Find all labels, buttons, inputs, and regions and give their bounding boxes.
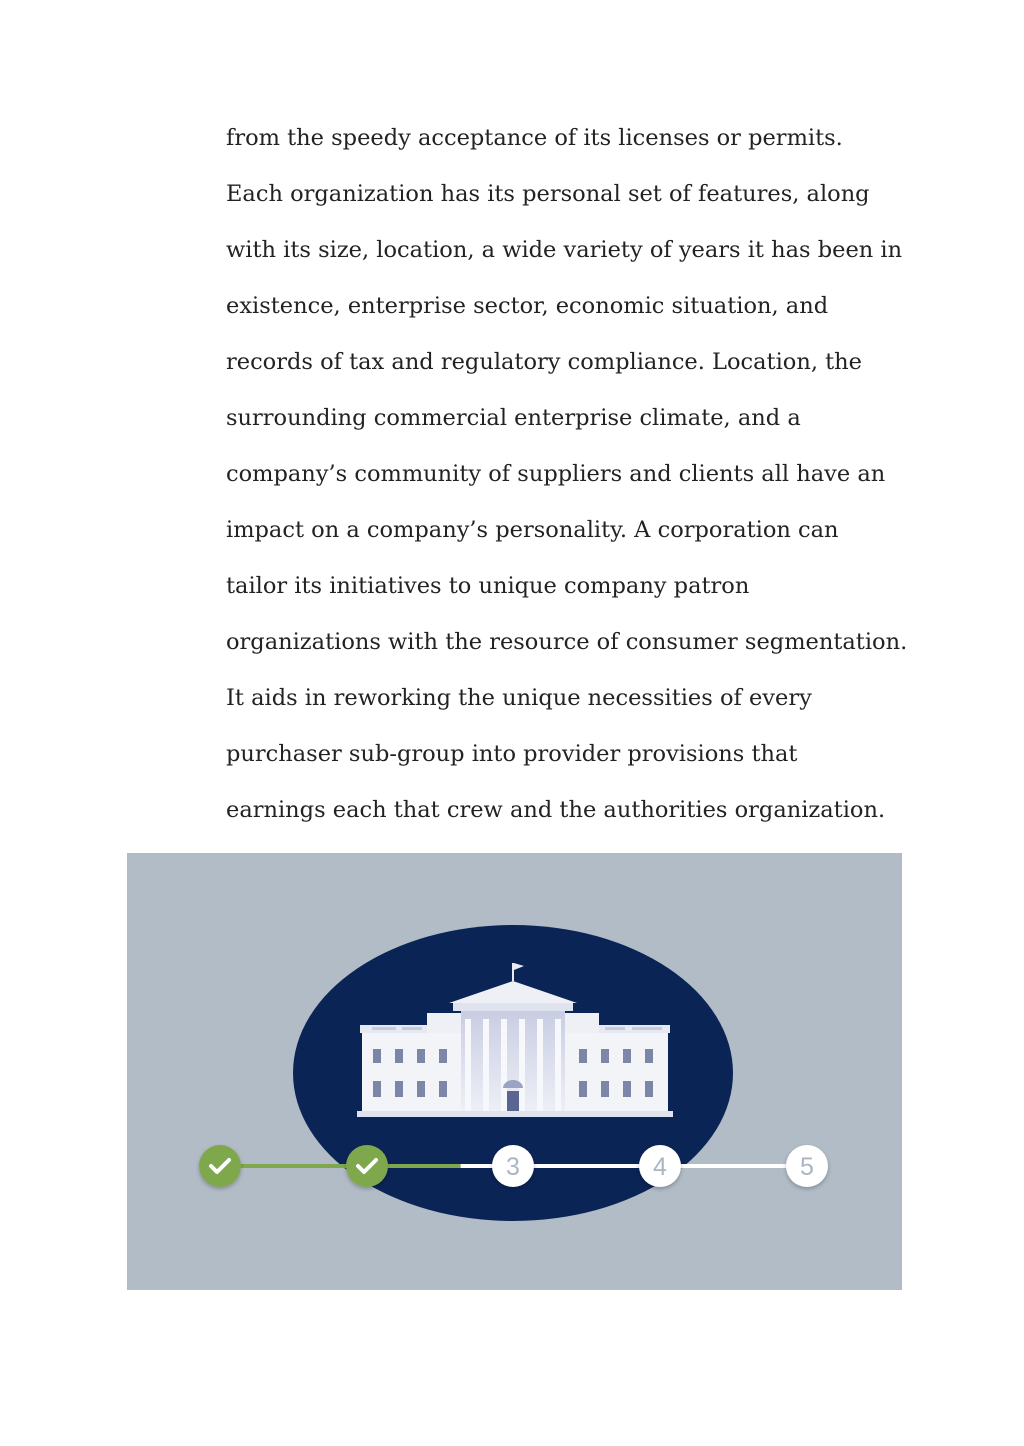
white-house-progress-illustration [127, 853, 902, 1290]
body-paragraph [226, 110, 926, 838]
paragraph-line: records of tax and regulatory compliance. Location, the [226, 349, 862, 375]
paragraph-line: organizations with the resource of consumer segmentation. [226, 629, 908, 655]
step-2-completed [346, 1145, 388, 1187]
paragraph-line: earnings each that crew and the authorities organization. [226, 797, 886, 823]
step-5-pending [786, 1145, 828, 1187]
paragraph-line: existence, enterprise sector, economic situation, and [226, 293, 829, 319]
paragraph-line: purchaser sub-group into provider provisions that [226, 741, 798, 767]
step-number: 4 [653, 1153, 667, 1181]
step-number: 5 [800, 1153, 814, 1181]
paragraph-line: tailor its initiatives to unique company patron [226, 573, 750, 599]
step-3-pending [492, 1145, 534, 1187]
paragraph-line: It aids in reworking the unique necessities of every [226, 685, 812, 711]
step-1-completed [199, 1145, 241, 1187]
paragraph-line: Each organization has its personal set of features, along [226, 181, 870, 207]
paragraph-line: from the speedy acceptance of its licenses or permits. [226, 125, 843, 151]
step-4-pending [639, 1145, 681, 1187]
paragraph-line: company’s community of suppliers and clients all have an [226, 461, 886, 487]
paragraph-line: with its size, location, a wide variety of years it has been in [226, 237, 903, 263]
paragraph-line: impact on a company’s personality. A corporation can [226, 517, 839, 543]
step-number: 3 [506, 1153, 520, 1181]
paragraph-line: surrounding commercial enterprise climate, and a [226, 405, 801, 431]
